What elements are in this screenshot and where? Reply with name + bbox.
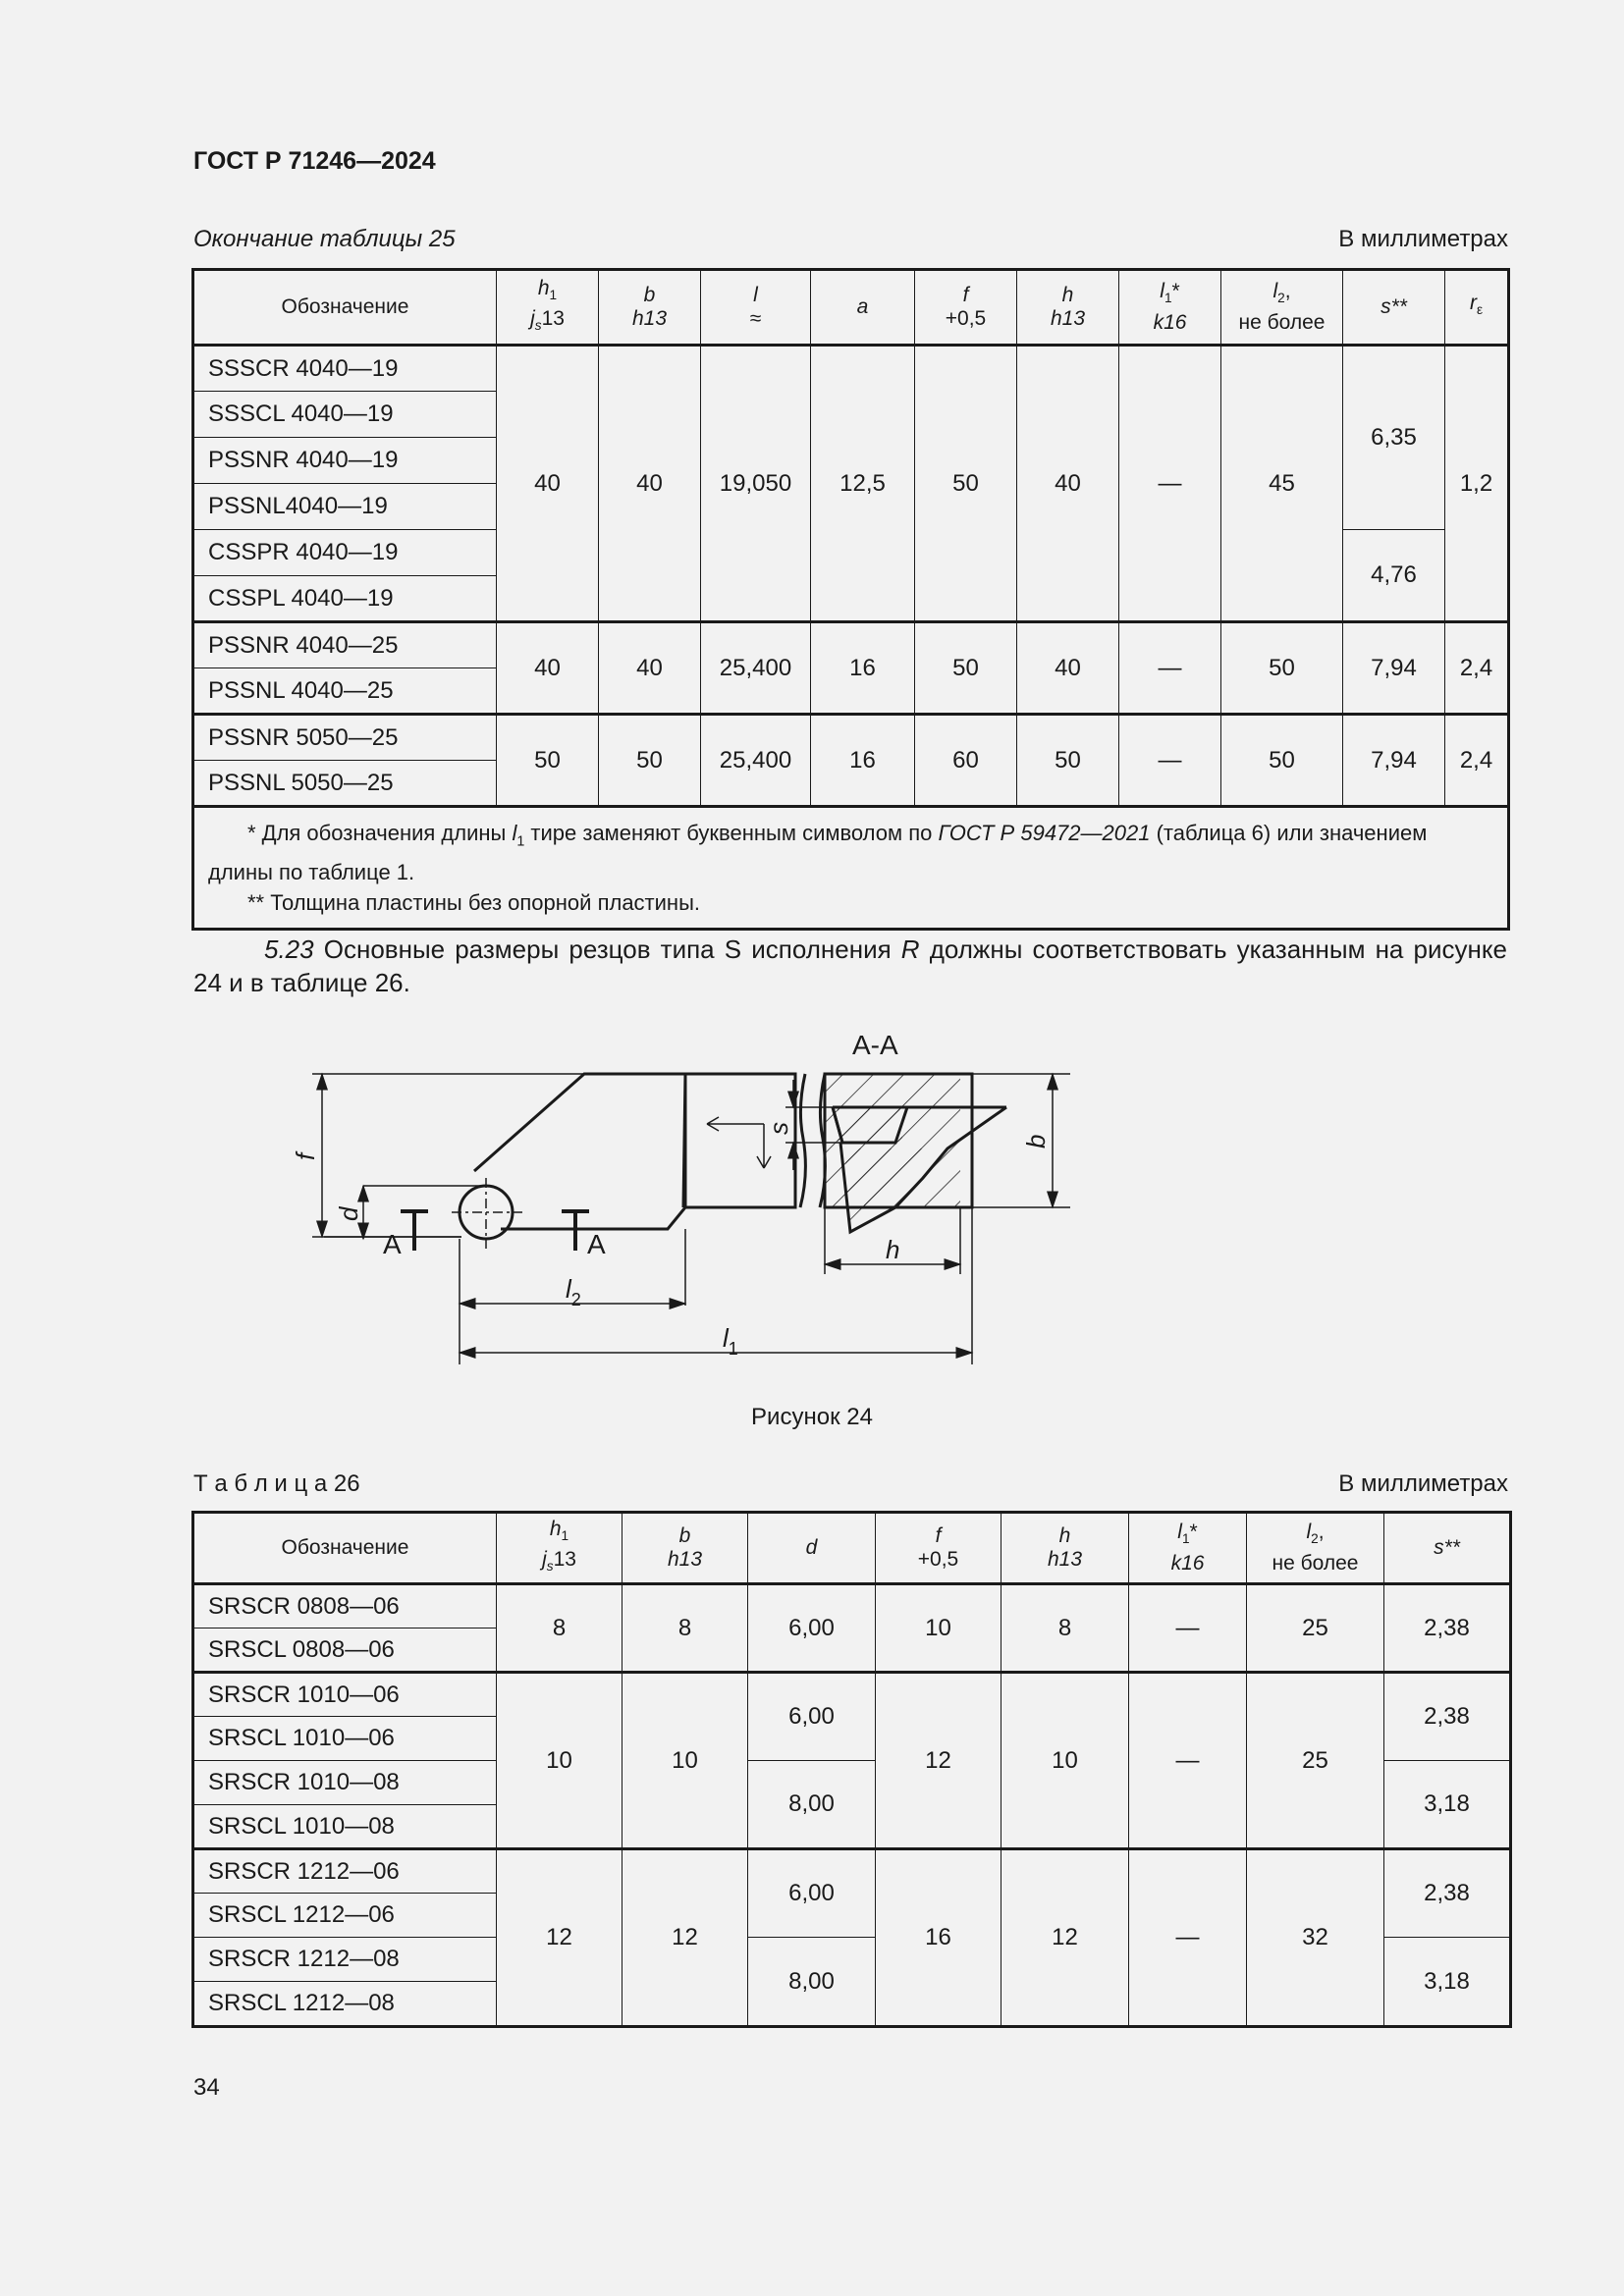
table-25 [193,270,1508,929]
label-h: h [886,1235,900,1264]
cell: 25,400 [701,622,811,715]
table-row: SRSCR 1212—06 [194,1849,497,1894]
col-h: h h13 [1017,271,1119,346]
cell: 50 [915,622,1017,715]
cell: 7,94 [1343,715,1445,807]
table-row: SRSCL 1212—08 [194,1982,497,2026]
cell: 2,38 [1384,1584,1510,1673]
figure-24 [291,1011,1424,1404]
cell: 6,00 [748,1849,876,1938]
table25-units: В миллиметрах [1338,226,1508,252]
table-row: SSSCR 4040—19 [194,346,497,392]
table-row: CSSPL 4040—19 [194,576,497,622]
col-l1: $l_1*$ k16 [1129,1514,1247,1584]
table-row: SSSCL 4040—19 [194,392,497,438]
cell: 1,2 [1445,346,1508,622]
paragraph-5-23: 5.23 Основные размеры резцов типа S исполнения R должны соответствовать указанным на рисунке 24 и в таблице 26. [193,934,1507,997]
cell: 6,00 [748,1673,876,1761]
cell: 40 [497,622,599,715]
cell: 12 [623,1849,748,2026]
table25-caption: Окончание таблицы 25 [193,226,456,252]
cell: 25 [1247,1673,1384,1849]
table26-units: В миллиметрах [1338,1470,1508,1497]
cell: 3,18 [1384,1938,1510,2026]
cell: 2,38 [1384,1673,1510,1761]
label-f: f [291,1152,320,1160]
cell: 8,00 [748,1761,876,1849]
cell: 16 [811,715,915,807]
col-l1: $l_1*$ k16 [1119,271,1221,346]
page-header: ГОСТ Р 71246—2024 [193,147,436,175]
cell: — [1119,622,1221,715]
cell: 8,00 [748,1938,876,2026]
cell: 50 [1221,622,1343,715]
cell: 10 [1001,1673,1129,1849]
cell: 4,76 [1343,530,1445,622]
table-row: SRSCR 1212—08 [194,1938,497,1982]
table-26 [193,1513,1510,2026]
label-A-left: A [383,1229,402,1259]
col-b: b h13 [599,271,701,346]
cell: 8 [1001,1584,1129,1673]
section-label: А-А [852,1030,898,1060]
table-row: PSSNR 4040—19 [194,438,497,484]
cell: 2,4 [1445,715,1508,807]
col-designation: Обозначение [194,271,497,346]
table25-footnotes: * Для обозначения длины $l_1$ тире заменяют буквенным символом по ГОСТ Р 59472—2021 (таблица 6) или значением длины по таблице 1. ** Толщина пластины без опорной пластины. [194,807,1508,929]
label-l1: $l_1$ [723,1323,738,1359]
cell: 16 [876,1849,1001,2026]
cell: 12 [876,1673,1001,1849]
table-row: CSSPR 4040—19 [194,530,497,576]
cell: 32 [1247,1849,1384,2026]
label-b: b [1021,1134,1051,1148]
cell: — [1129,1584,1247,1673]
cell: 25 [1247,1584,1384,1673]
col-f: f +0,5 [876,1514,1001,1584]
col-d: d [748,1514,876,1584]
col-h1: $h_1$ $j_s13$ [497,1514,623,1584]
cell: 40 [599,346,701,622]
cell: 3,18 [1384,1761,1510,1849]
cell: 19,050 [701,346,811,622]
cell: 12 [497,1849,623,2026]
table-row: SRSCR 1010—08 [194,1761,497,1805]
cell: 40 [599,622,701,715]
page-number: 34 [193,2074,220,2101]
col-h1: $h_1$ $j_s13$ [497,271,599,346]
table-row: PSSNR 4040—25 [194,622,497,668]
cell: 40 [497,346,599,622]
cell: 6,35 [1343,346,1445,530]
label-A-right: A [587,1229,606,1259]
cell: 50 [1017,715,1119,807]
cell: 60 [915,715,1017,807]
table-row: PSSNR 5050—25 [194,715,497,761]
cell: 25,400 [701,715,811,807]
table-row: SRSCR 0808—06 [194,1584,497,1629]
table-row: SRSCL 1212—06 [194,1894,497,1938]
cell: 2,38 [1384,1849,1510,1938]
label-s: s [764,1122,793,1135]
table-row: PSSNL 5050—25 [194,761,497,807]
cell: — [1119,346,1221,622]
cell: — [1129,1849,1247,2026]
cell: 50 [599,715,701,807]
col-b: b h13 [623,1514,748,1584]
col-f: f +0,5 [915,271,1017,346]
cell: 8 [497,1584,623,1673]
cell: 12 [1001,1849,1129,2026]
cell: 6,00 [748,1584,876,1673]
cell: 50 [497,715,599,807]
cell: 16 [811,622,915,715]
cell: 10 [497,1673,623,1849]
cell: — [1119,715,1221,807]
table-row: SRSCR 1010—06 [194,1673,497,1717]
cell: 8 [623,1584,748,1673]
col-l: l ≈ [701,271,811,346]
col-s: s** [1384,1514,1510,1584]
cell: 40 [1017,346,1119,622]
label-l2: $l_2$ [566,1274,581,1309]
cell: 7,94 [1343,622,1445,715]
table-row: PSSNL4040—19 [194,484,497,530]
cell: 10 [876,1584,1001,1673]
col-designation: Обозначение [194,1514,497,1584]
table-row: SRSCL 0808—06 [194,1629,497,1673]
col-l2: $l_2$, не более [1247,1514,1384,1584]
table26-caption: Т а б л и ц а 26 [193,1470,360,1497]
cell: 45 [1221,346,1343,622]
figure-caption: Рисунок 24 [751,1404,873,1430]
cell: — [1129,1673,1247,1849]
table-row: SRSCL 1010—08 [194,1805,497,1849]
table-row: SRSCL 1010—06 [194,1717,497,1761]
cell: 40 [1017,622,1119,715]
label-d: d [334,1206,363,1221]
col-h: h h13 [1001,1514,1129,1584]
cell: 50 [915,346,1017,622]
cell: 10 [623,1673,748,1849]
cell: 2,4 [1445,622,1508,715]
table-row: PSSNL 4040—25 [194,668,497,715]
col-l2: $l_2$, не более [1221,271,1343,346]
cell: 50 [1221,715,1343,807]
col-a: a [811,271,915,346]
col-s: s** [1343,271,1445,346]
cell: 12,5 [811,346,915,622]
col-r: $r_\varepsilon$ [1445,271,1508,346]
